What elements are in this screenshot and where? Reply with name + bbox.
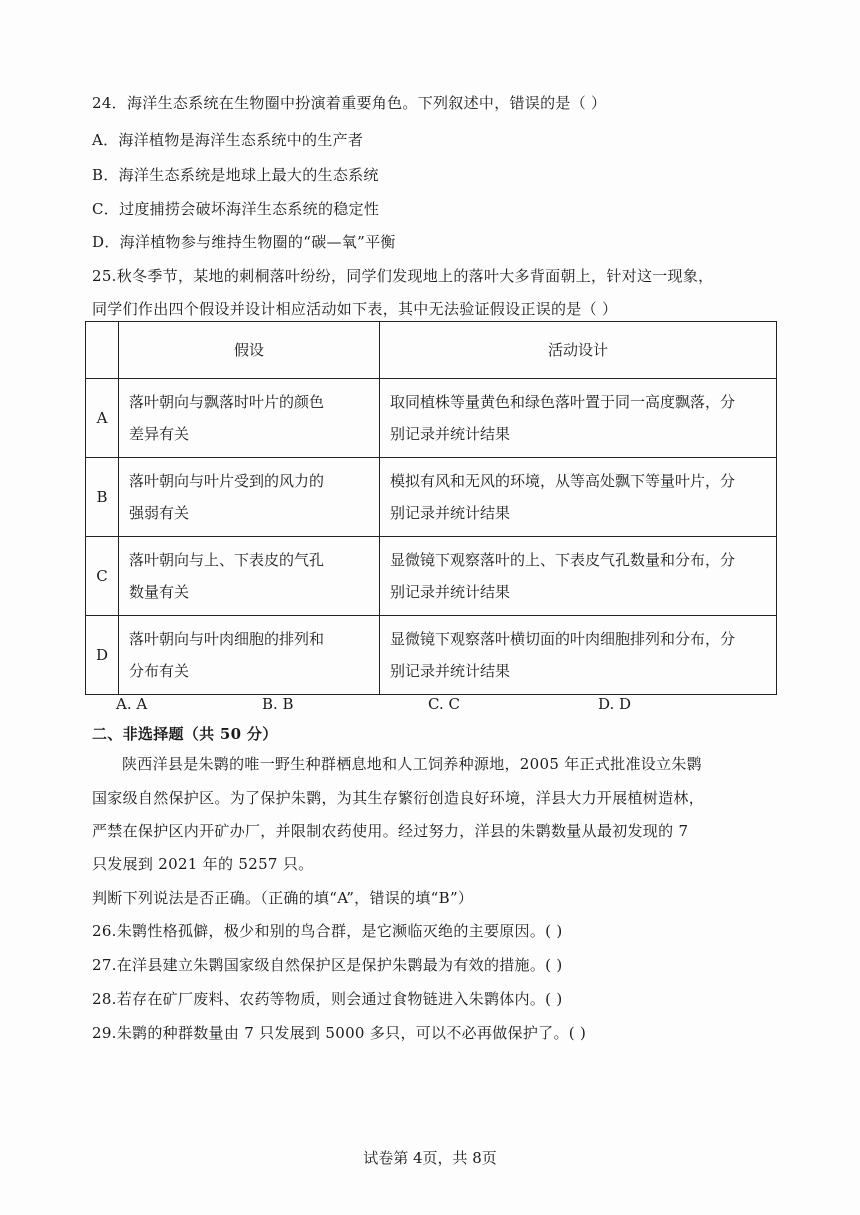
q25-option-c: C. C [428,695,460,713]
row-hypothesis: 落叶朝向与上、下表皮的气孔 数量有关 [119,537,380,616]
row-letter: A [86,379,119,458]
table-header-hypothesis: 假设 [119,322,380,379]
item-27: 27.在洋县建立朱鹮国家级自然保护区是保护朱鹮最为有效的措施。( ) [92,956,563,974]
row-activity: 取同植株等量黄色和绿色落叶置于同一高度飘落，分 别记录并统计结果 [380,379,777,458]
q25-stem-line1: 25.秋冬季节，某地的刺桐落叶纷纷，同学们发现地上的落叶大多背面朝上，针对这一现象， [92,267,714,285]
q24-option-c: C．过度捕捞会破坏海洋生态系统的稳定性 [92,200,380,218]
q25-table [85,321,777,695]
q25-option-d: D. D [598,695,632,713]
instruction: 判断下列说法是否正确。（正确的填“A”，错误的填“B”） [92,889,474,907]
row-activity: 模拟有风和无风的环境，从等高处飘下等量叶片，分 别记录并统计结果 [380,458,777,537]
q24-option-a: A．海洋植物是海洋生态系统中的生产者 [92,131,364,149]
passage-line3: 严禁在保护区内开矿办厂，并限制农药使用。经过努力，洋县的朱鹮数量从最初发现的 7 [92,822,689,840]
passage-line4: 只发展到 2021 年的 5257 只。 [92,855,314,873]
row-letter: B [86,458,119,537]
q25-option-a: A. A [116,695,148,713]
table-row [86,537,777,616]
table-header-activity: 活动设计 [380,322,777,379]
item-29: 29.朱鹮的种群数量由 7 只发展到 5000 多只，可以不必再做保护了。( ) [92,1024,587,1042]
table-row [86,616,777,695]
q24-stem: 24．海洋生态系统在生物圈中扮演着重要角色。下列叙述中，错误的是（ ） [92,94,607,112]
row-hypothesis: 落叶朝向与叶肉细胞的排列和 分布有关 [119,616,380,695]
q24-option-b: B．海洋生态系统是地球上最大的生态系统 [92,166,379,184]
q25-option-b: B. B [262,695,294,713]
section2-heading: 二、非选择题（共 50 分） [92,725,278,743]
row-letter: D [86,616,119,695]
row-activity: 显微镜下观察落叶横切面的叶肉细胞排列和分布，分 别记录并统计结果 [380,616,777,695]
row-hypothesis: 落叶朝向与叶片受到的风力的 强弱有关 [119,458,380,537]
item-28: 28.若存在矿厂废料、农药等物质，则会通过食物链进入朱鹮体内。( ) [92,990,563,1008]
table-header-row [86,322,777,379]
table-header-blank [86,322,119,379]
row-letter: C [86,537,119,616]
q25-stem-line2: 同学们作出四个假设并设计相应活动如下表，其中无法验证假设正误的是（ ） [92,300,618,318]
row-hypothesis: 落叶朝向与飘落时叶片的颜色 差异有关 [119,379,380,458]
q24-option-d: D．海洋植物参与维持生物圈的“碳—氧”平衡 [92,233,396,251]
passage-line2: 国家级自然保护区。为了保护朱鹮，为其生存繁衍创造良好环境，洋县大力开展植树造林， [92,789,705,807]
page-footer: 试卷第 4页，共 8页 [363,1149,497,1167]
table-row [86,458,777,537]
row-activity: 显微镜下观察落叶的上、下表皮气孔数量和分布，分 别记录并统计结果 [380,537,777,616]
item-26: 26.朱鹮性格孤僻，极少和别的鸟合群，是它濒临灭绝的主要原因。( ) [92,922,563,940]
passage-line1: 陕西洋县是朱鹮的唯一野生种群栖息地和人工饲养种源地，2005 年正式批准设立朱鹮 [122,755,702,773]
table-row [86,379,777,458]
